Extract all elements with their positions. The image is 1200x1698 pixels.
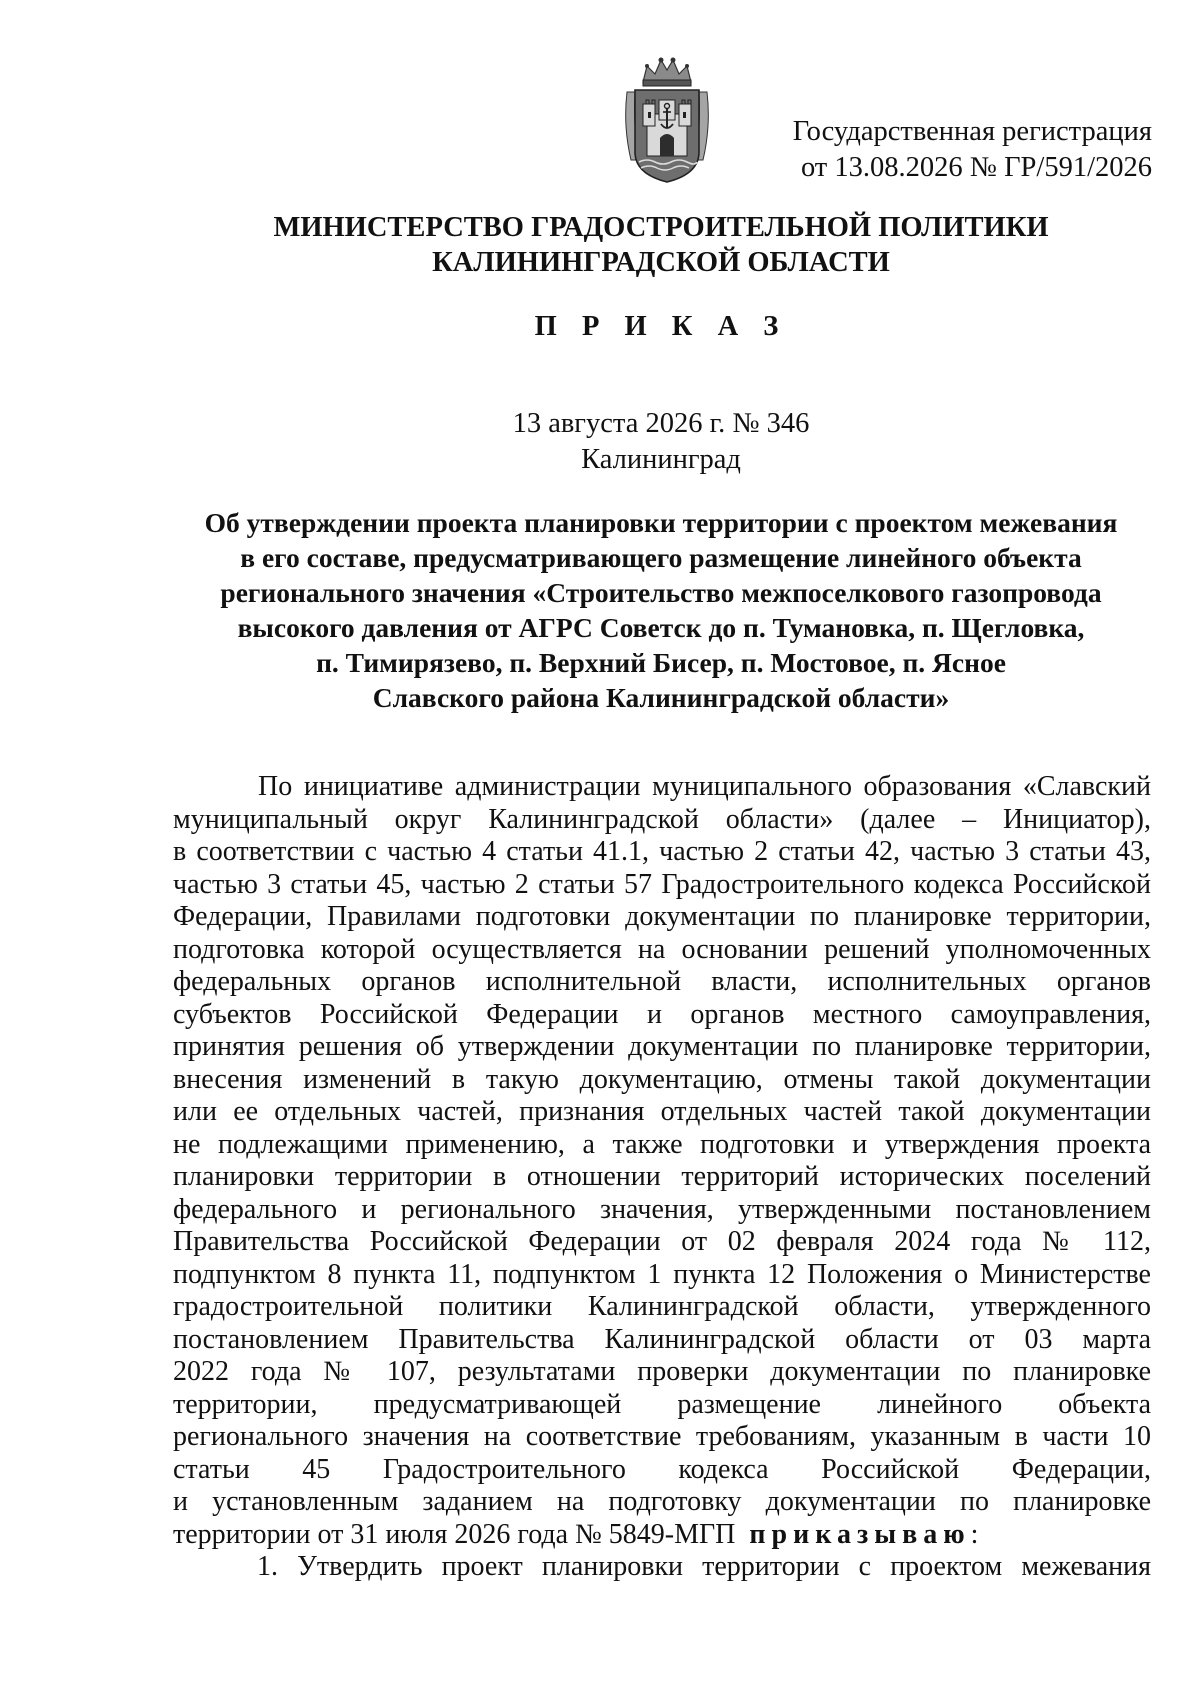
decree-keyword: приказываю xyxy=(749,1518,971,1550)
registration-block xyxy=(793,114,1152,186)
title-line: Об утверждении проекта планировки территории с проектом межевания xyxy=(204,507,1118,538)
body-line: принятия решения об утверждении документации по планировке территории, xyxy=(173,1031,1151,1062)
order-body xyxy=(173,771,1151,1584)
registration-line-1: Государственная регистрация xyxy=(792,116,1152,147)
body-line: 2022 года № 107, результатами проверки документации по планировке xyxy=(173,1356,1151,1387)
ministry-name xyxy=(0,210,1200,280)
body-line: планировки территории в отношении территорий исторических поселений xyxy=(173,1161,1151,1192)
body-line: Федерации, Правилами подготовки документации по планировке территории, xyxy=(173,901,1151,932)
body-line: федеральных органов исполнительной власти, исполнительных органов xyxy=(173,966,1151,997)
body-line: внесения изменений в такую документацию, отмены такой документации xyxy=(173,1063,1151,1095)
body-line: подпунктом 8 пункта 11, подпунктом 1 пункта 12 Положения о Министерстве xyxy=(173,1258,1151,1290)
body-line: частью 3 статьи 45, частью 2 статьи 57 Градостроительного кодекса Российской xyxy=(173,868,1151,900)
ministry-name-line-2: КАЛИНИНГРАДСКОЙ ОБЛАСТИ xyxy=(432,247,890,278)
body-line: субъектов Российской Федерации и органов местного самоуправления, xyxy=(173,998,1151,1030)
body-line: муниципальный округ Калининградской области» (далее – Инициатор), xyxy=(173,803,1151,835)
body-line: в соответствии с частью 4 статьи 41.1, частью 2 статьи 42, частью 3 статьи 43, xyxy=(173,836,1151,867)
registration-line-2: от 13.08.2026 № ГР/591/2026 xyxy=(800,152,1152,183)
body-line: территории, предусматривающей размещение линейного объекта xyxy=(173,1388,1151,1420)
body-line: статьи 45 Градостроительного кодекса Российской Федерации, xyxy=(173,1453,1151,1485)
ministry-name-line-1: МИНИСТЕРСТВО ГРАДОСТРОИТЕЛЬНОЙ ПОЛИТИКИ xyxy=(273,212,1049,243)
order-date-number: 13 августа 2026 г. № 346 xyxy=(512,408,810,439)
body-line: подготовка которой осуществляется на основании решений уполномоченных xyxy=(173,933,1151,965)
date-and-number-block xyxy=(0,406,1200,478)
title-line: в его составе, предусматривающего размещение линейного объекта xyxy=(240,542,1082,573)
body-line: и установленным заданием на подготовку документации по планировке xyxy=(173,1486,1151,1517)
body-line: регионального значения на соответствие требованиям, указанным в части 10 xyxy=(173,1421,1151,1452)
title-line: Славского района Калининградской области» xyxy=(372,682,950,713)
coat-of-arms-emblem xyxy=(621,56,713,186)
order-city: Калининград xyxy=(581,444,741,475)
body-line: постановлением Правительства Калининградской области от 03 марта xyxy=(173,1323,1151,1355)
body-last-line xyxy=(173,1519,1151,1552)
order-title xyxy=(0,505,1200,715)
body-line: градостроительной политики Калининградской области, утвержденного xyxy=(173,1291,1151,1322)
body-line: или ее отдельных частей, признания отдельных частей такой документации xyxy=(173,1096,1151,1127)
title-line: высокого давления от АГРС Советск до п. Тумановка, п. Щегловка, xyxy=(237,612,1085,643)
decree-keyword-colon: : xyxy=(970,1518,979,1550)
body-last-line-text: территории от 31 июля 2026 года № 5849-МГП xyxy=(173,1518,736,1550)
body-line: не подлежащими применению, а также подготовки и утверждения проекта xyxy=(173,1128,1151,1160)
body-line: По инициативе администрации муниципального образования «Славский xyxy=(258,771,1151,802)
body-line: Правительства Российской Федерации от 02 февраля 2024 года № 112, xyxy=(173,1226,1151,1257)
body-line: федерального и регионального значения, утвержденными постановлением xyxy=(173,1193,1151,1225)
document-type-heading: П Р И К А З xyxy=(534,311,788,342)
item-1-line: 1. Утвердить проект планировки территории с проектом межевания xyxy=(257,1551,1151,1582)
title-line: регионального значения «Строительство межпоселкового газопровода xyxy=(220,577,1102,608)
title-line: п. Тимирязево, п. Верхний Бисер, п. Мостовое, п. Ясное xyxy=(316,647,1006,678)
